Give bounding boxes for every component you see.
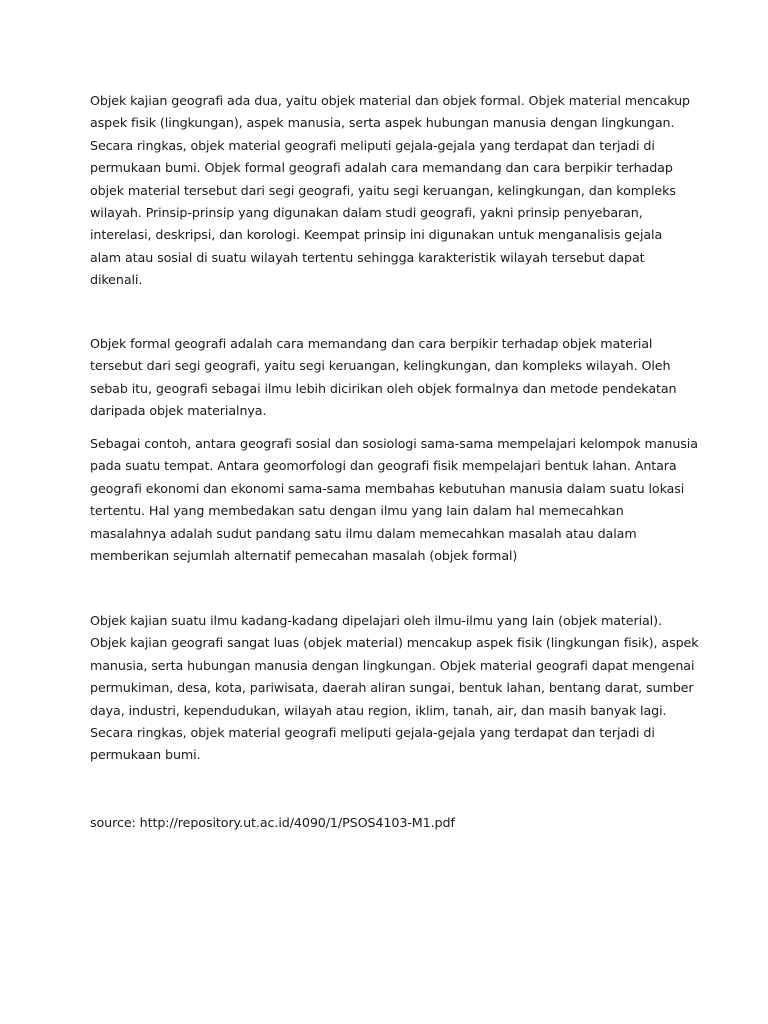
text-line: tertentu. Hal yang membedakan satu dengan ilmu yang lain dalam hal memecahkan xyxy=(90,503,624,519)
text-line: manusia, serta hubungan manusia dengan lingkungan. Objek material geografi dapat mengenai xyxy=(90,657,695,673)
text-line: interelasi, deskripsi, dan korologi. Keempat prinsip ini digunakan untuk menganalisis gejala xyxy=(90,227,663,243)
text-line: dikenali. xyxy=(90,272,143,288)
text-line: wilayah. Prinsip-prinsip yang digunakan dalam studi geografi, yakni prinsip penyebaran, xyxy=(90,205,643,221)
text-line: pada suatu tempat. Antara geomorfologi dan geografi fisik mempelajari bentuk lahan. Antara xyxy=(90,458,677,474)
text-line: Objek formal geografi adalah cara memandang dan cara berpikir terhadap objek material xyxy=(90,336,653,351)
text-line: sebab itu, geografi sebagai ilmu lebih dicirikan oleh objek formalnya dan metode pendekatan xyxy=(90,380,677,396)
paragraph-objek-formal xyxy=(90,333,688,423)
text-line: permukiman, desa, kota, pariwisata, daerah aliran sungai, bentuk lahan, bentang darat, sumber xyxy=(90,680,694,696)
text-line: geografi ekonomi dan ekonomi sama-sama membahas kebutuhan manusia dalam suatu lokasi xyxy=(90,480,685,496)
text-line: Objek kajian geografi sangat luas (objek material) mencakup aspek fisik (lingkungan fisik), aspek xyxy=(90,635,699,651)
text-line: masalahnya adalah sudut pandang satu ilmu dalam memecahkan masalah atau dalam xyxy=(90,525,637,541)
paragraph-contoh xyxy=(90,433,698,567)
source-citation xyxy=(90,812,688,834)
text-line: tersebut dari segi geografi, yaitu segi keruangan, kelingkungan, dan kompleks wilayah. Oleh xyxy=(90,358,671,374)
text-line: Objek kajian geografi ada dua, yaitu objek material dan objek formal. Objek material mencakup xyxy=(90,93,691,108)
text-line: permukaan bumi. Objek formal geografi adalah cara memandang dan cara berpikir terhadap xyxy=(90,160,673,176)
text-line: memberikan sejumlah alternatif pemecahan masalah (objek formal) xyxy=(90,548,518,564)
text-line: Sebagai contoh, antara geografi sosial dan sosiologi sama-sama mempelajari kelompok manusia xyxy=(90,436,698,451)
source-line: source: http://repository.ut.ac.id/4090/1/PSOS4103-M1.pdf xyxy=(90,815,455,830)
paragraph-objek-kajian xyxy=(90,90,691,292)
text-line: objek material tersebut dari segi geografi, yaitu segi keruangan, kelingkungan, dan kompleks xyxy=(90,182,676,198)
text-line: daya, industri, kependudukan, wilayah atau region, iklim, tanah, air, dan masih banyak lagi. xyxy=(90,702,667,718)
text-line: aspek fisik (lingkungan), aspek manusia, serta aspek hubungan manusia dengan lingkungan. xyxy=(90,115,675,131)
text-line: Objek kajian suatu ilmu kadang-kadang dipelajari oleh ilmu-ilmu yang lain (objek material). xyxy=(90,613,662,628)
text-line: Secara ringkas, objek material geografi meliputi gejala-gejala yang terdapat dan terjadi di xyxy=(90,725,655,741)
text-line: daripada objek materialnya. xyxy=(90,403,267,419)
text-line: permukaan bumi. xyxy=(90,747,201,763)
text-line: Secara ringkas, objek material geografi meliputi gejala-gejala yang terdapat dan terjadi di xyxy=(90,137,655,153)
text-line: alam atau sosial di suatu wilayah tertentu sehingga karakteristik wilayah tersebut dapat xyxy=(90,249,645,265)
paragraph-objek-material xyxy=(90,610,699,767)
